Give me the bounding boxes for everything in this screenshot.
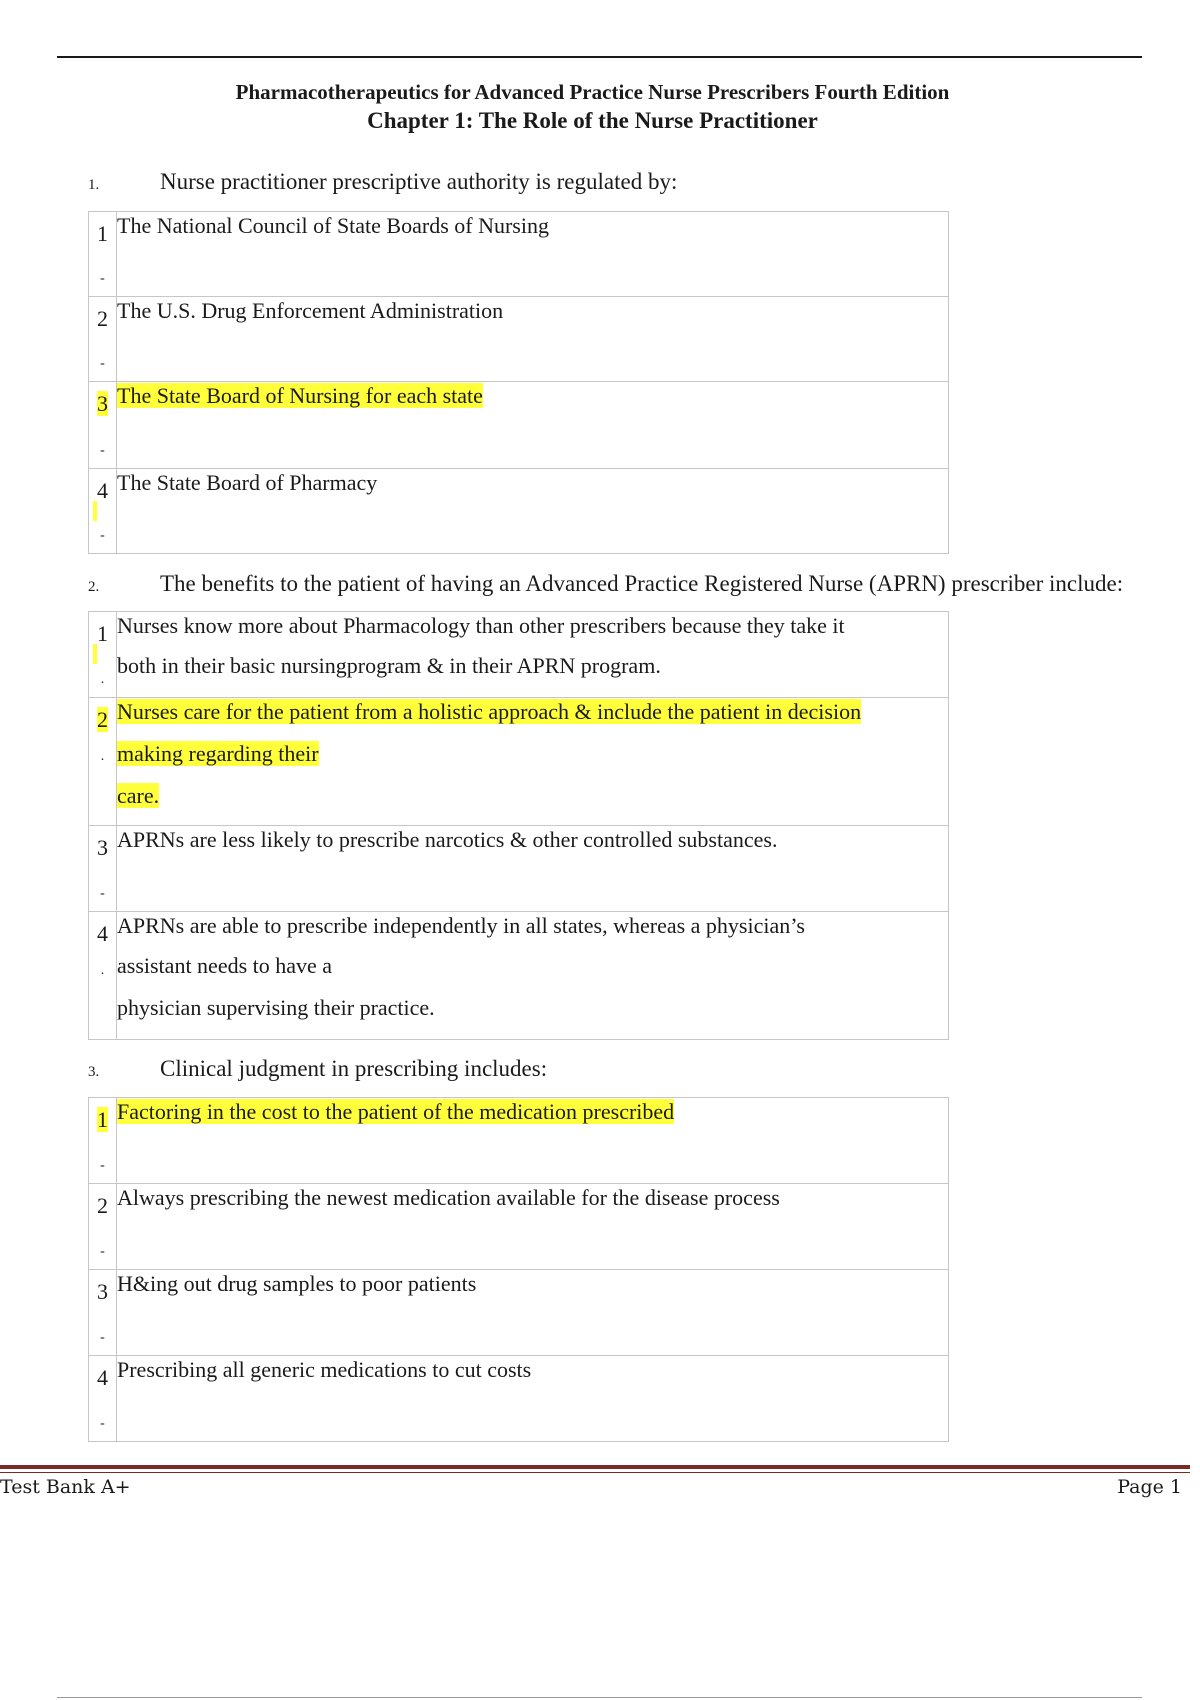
option-text-cell: [117, 297, 949, 382]
highlight-mark: [93, 644, 97, 664]
question-text: The benefits to the patient of having an Advanced Practice Registered Nurse (APRN) prescriber include:: [160, 571, 1124, 596]
option-dot: -: [100, 1330, 105, 1345]
question-number: 2.: [88, 579, 100, 595]
question-number: 3.: [88, 1064, 100, 1080]
option-row: [89, 1270, 949, 1356]
question-number: 1.: [88, 177, 100, 193]
option-text-cell: [117, 382, 949, 469]
page-number: Page 1: [1117, 1476, 1182, 1498]
option-text-cell: [117, 469, 949, 554]
option-text-highlighted: Factoring in the cost to the patient of the medication prescribed: [117, 1099, 675, 1124]
option-number: 4: [97, 478, 108, 503]
option-dot: -: [100, 886, 105, 901]
option-dot: -: [100, 443, 105, 458]
option-dot: -: [100, 1416, 105, 1431]
option-number-cell: [89, 1184, 117, 1270]
option-dot: .: [100, 963, 105, 978]
option-text-cell: [117, 1184, 949, 1270]
option-text: Nurses know more about Pharmacology than other prescribers because they take it: [117, 613, 845, 638]
option-text: The National Council of State Boards of Nursing: [117, 213, 549, 238]
option-text-highlighted: Nurses care for the patient from a holistic approach & include the patient in decision: [117, 699, 862, 724]
option-dot: -: [100, 271, 105, 286]
option-text-cell: [117, 1098, 949, 1184]
option-text-cell: [117, 698, 949, 826]
option-row-correct: [89, 1098, 949, 1184]
option-number: 2: [97, 306, 108, 331]
option-text: APRNs are less likely to prescribe narcotics & other controlled substances.: [117, 827, 778, 852]
option-number: 2: [97, 1193, 108, 1218]
highlight-mark: [93, 501, 97, 521]
option-number-cell: [89, 297, 117, 382]
footer-label: Test Bank A+: [0, 1476, 131, 1498]
question-text: Nurse practitioner prescriptive authority is regulated by:: [160, 169, 678, 194]
option-row: [89, 1184, 949, 1270]
option-text: both in their basic nursingprogram & in their APRN program.: [117, 653, 661, 678]
option-number-cell: [89, 382, 117, 469]
option-number-cell: [89, 1270, 117, 1356]
option-text-cell: [117, 912, 949, 1040]
option-text-highlighted: care.: [117, 783, 160, 808]
option-row: [89, 612, 949, 698]
option-number: 1: [97, 221, 108, 246]
option-text-cell: [117, 212, 949, 297]
option-dot: -: [100, 356, 105, 371]
options-table-3: [88, 1097, 949, 1442]
option-row: [89, 912, 949, 1040]
option-text: The State Board of Pharmacy: [117, 470, 378, 495]
option-text: H&ing out drug samples to poor patients: [117, 1271, 477, 1296]
option-number: 3: [97, 1279, 108, 1304]
option-number: 3: [97, 835, 108, 860]
option-row: [89, 826, 949, 912]
option-number-cell: [89, 912, 117, 1040]
option-number: 1: [97, 1107, 108, 1132]
footer-rule-thick: [0, 1465, 1190, 1469]
option-number: 3: [97, 391, 108, 416]
option-number: 4: [97, 921, 108, 946]
option-number-cell: [89, 1098, 117, 1184]
option-text-cell: [117, 1270, 949, 1356]
option-text-cell: [117, 826, 949, 912]
option-number-cell: [89, 826, 117, 912]
option-row: [89, 297, 949, 382]
option-text: assistant needs to have a: [117, 953, 333, 978]
option-text-cell: [117, 1356, 949, 1442]
question-2: [88, 569, 1123, 602]
option-dot: -: [100, 1244, 105, 1259]
question-text: Clinical judgment in prescribing includes:: [160, 1056, 548, 1081]
option-number-cell: [89, 469, 117, 554]
question-1: [88, 167, 677, 200]
document-header: [0, 78, 1185, 136]
footer-rule-thin: [0, 1472, 1190, 1473]
option-row: [89, 469, 949, 554]
option-number: 1: [97, 621, 108, 646]
option-number-cell: [89, 698, 117, 826]
option-row-correct: [89, 698, 949, 826]
option-number-cell: [89, 212, 117, 297]
option-text: The U.S. Drug Enforcement Administration: [117, 298, 504, 323]
option-text: Always prescribing the newest medication available for the disease process: [117, 1185, 780, 1210]
options-table-1: [88, 211, 949, 554]
option-dot: .: [100, 672, 105, 687]
option-number: 2: [97, 707, 108, 732]
bottom-rule: [57, 1697, 1142, 1698]
option-row: [89, 1356, 949, 1442]
option-text: physician supervising their practice.: [117, 995, 435, 1020]
question-3: [88, 1054, 547, 1087]
option-number-cell: [89, 1356, 117, 1442]
chapter-title: Chapter 1: The Role of the Nurse Practitioner: [367, 108, 818, 133]
options-table-2: [88, 611, 949, 1040]
option-dot: .: [100, 749, 105, 764]
option-text-highlighted: making regarding their: [117, 741, 319, 766]
book-title: Pharmacotherapeutics for Advanced Practice Nurse Prescribers Fourth Edition: [235, 80, 950, 104]
option-dot: -: [100, 1158, 105, 1173]
option-dot: -: [100, 528, 105, 543]
option-number: 4: [97, 1365, 108, 1390]
option-text-cell: [117, 612, 949, 698]
option-text: APRNs are able to prescribe independently in all states, whereas a physician’s: [117, 913, 805, 938]
option-text: Prescribing all generic medications to cut costs: [117, 1357, 532, 1382]
option-row-correct: [89, 382, 949, 469]
option-row: [89, 212, 949, 297]
option-number-cell: [89, 612, 117, 698]
option-text-highlighted: The State Board of Nursing for each state: [117, 383, 483, 408]
top-rule: [57, 56, 1142, 58]
